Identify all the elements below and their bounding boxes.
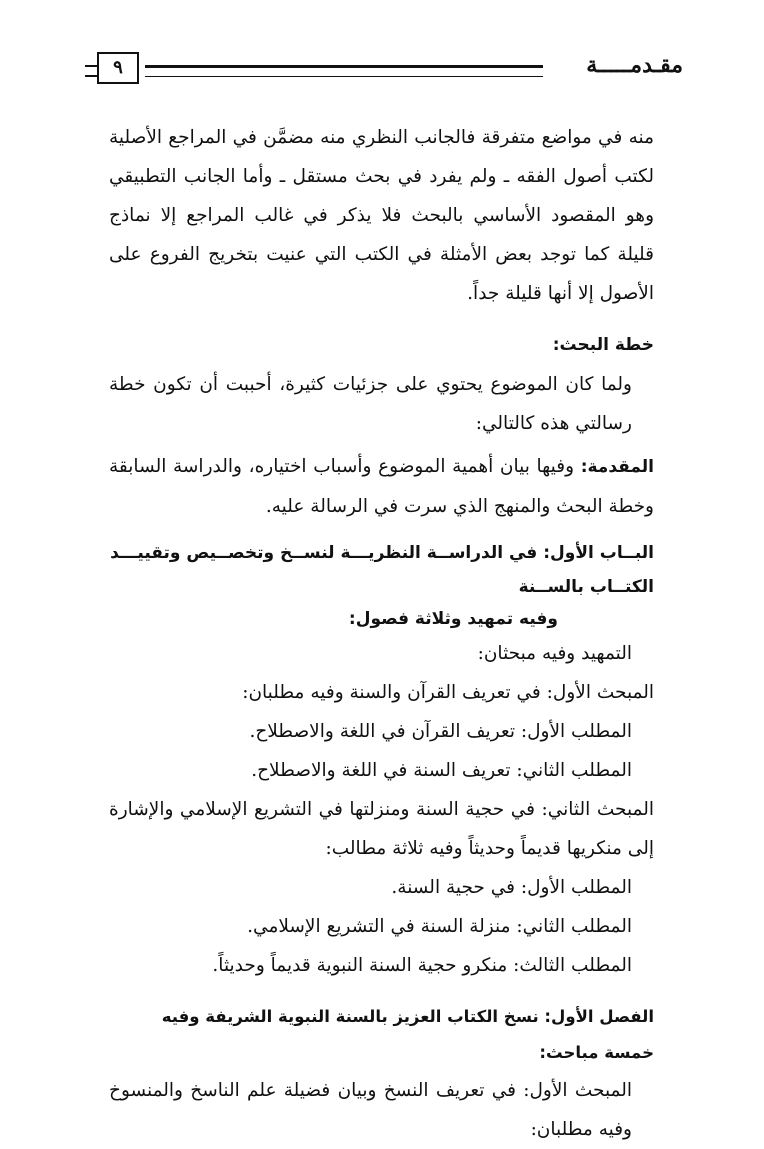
plan-paragraph: ولما كان الموضوع يحتوي على جزئيات كثيرة، أحببت أن تكون خطة رسالتي هذه كالتالي: — [109, 374, 632, 434]
bab1-title: البــاب الأول: في الدراســة النظريـــة لنســخ وتخصــيص وتقييـــد الكتــاب بالســنة — [110, 543, 654, 597]
mabhath2-line: المبحث الثاني: في حجية السنة ومنزلتها في التشريع الإسلامي والإشارة إلى منكريها قديماً وحديثاً وفيه ثلاثة مطالب: — [109, 799, 654, 859]
matlab-2-2: المطلب الثاني: منزلة السنة في التشريع الإسلامي. — [247, 916, 632, 937]
muqaddima-text: وفيها بيان أهمية الموضوع وأسباب اختياره، والدراسة السابقة وخطة البحث والمنهج الذي سرت في الرسالة عليه. — [109, 456, 654, 517]
running-header — [85, 50, 683, 90]
muqaddima-paragraph — [109, 447, 654, 526]
header-rule — [145, 65, 543, 77]
mabhath1-line: المبحث الأول: في تعريف القرآن والسنة وفيه مطلبان: — [242, 682, 654, 703]
header-rule-stub — [85, 65, 97, 77]
fasl1-mabhath1: المبحث الأول: في تعريف النسخ وبيان فضيلة علم الناسخ والمنسوخ وفيه مطلبان: — [109, 1080, 632, 1140]
matlab-2-3: المطلب الثالث: منكرو حجية السنة النبوية قديماً وحديثاً. — [212, 955, 632, 976]
matlab-2-1: المطلب الأول: في حجية السنة. — [391, 877, 632, 898]
bab1-subtitle: وفيه تمهيد وثلاثة فصول: — [348, 609, 558, 629]
tamhid-line: التمهيد وفيه مبحثان: — [477, 643, 632, 664]
intro-paragraph: منه في مواضع متفرقة فالجانب النظري منه مضمَّن في المراجع الأصلية لكتب أصول الفقه ـ ولم يفرد في بحث مستقل ـ وأما الجانب التطبيقي وهو المقصود الأساسي بالبحث فلا يذكر في غالب المراجع إلا نماذج قليلة كما توجد بعض الأمثلة في الكتب التي عنيت بتخريج الفروع على الأصول إلا أنها قليلة جداً. — [109, 127, 654, 304]
header-title: مقـدمـــــة — [586, 52, 683, 78]
muqaddima-label: المقدمة: — [580, 457, 654, 477]
matlab-1-2: المطلب الثاني: تعريف السنة في اللغة والاصطلاح. — [251, 760, 632, 781]
matlab-1-1: المطلب الأول: تعريف القرآن في اللغة والاصطلاح. — [249, 721, 632, 742]
page-number: ٩ — [97, 52, 139, 84]
fasl1-heading: الفصل الأول: نسخ الكتاب العزيز بالسنة النبوية الشريفة وفيه خمسة مباحث: — [161, 1007, 654, 1062]
plan-heading: خطة البحث: — [552, 335, 654, 355]
body-text — [109, 118, 654, 1149]
